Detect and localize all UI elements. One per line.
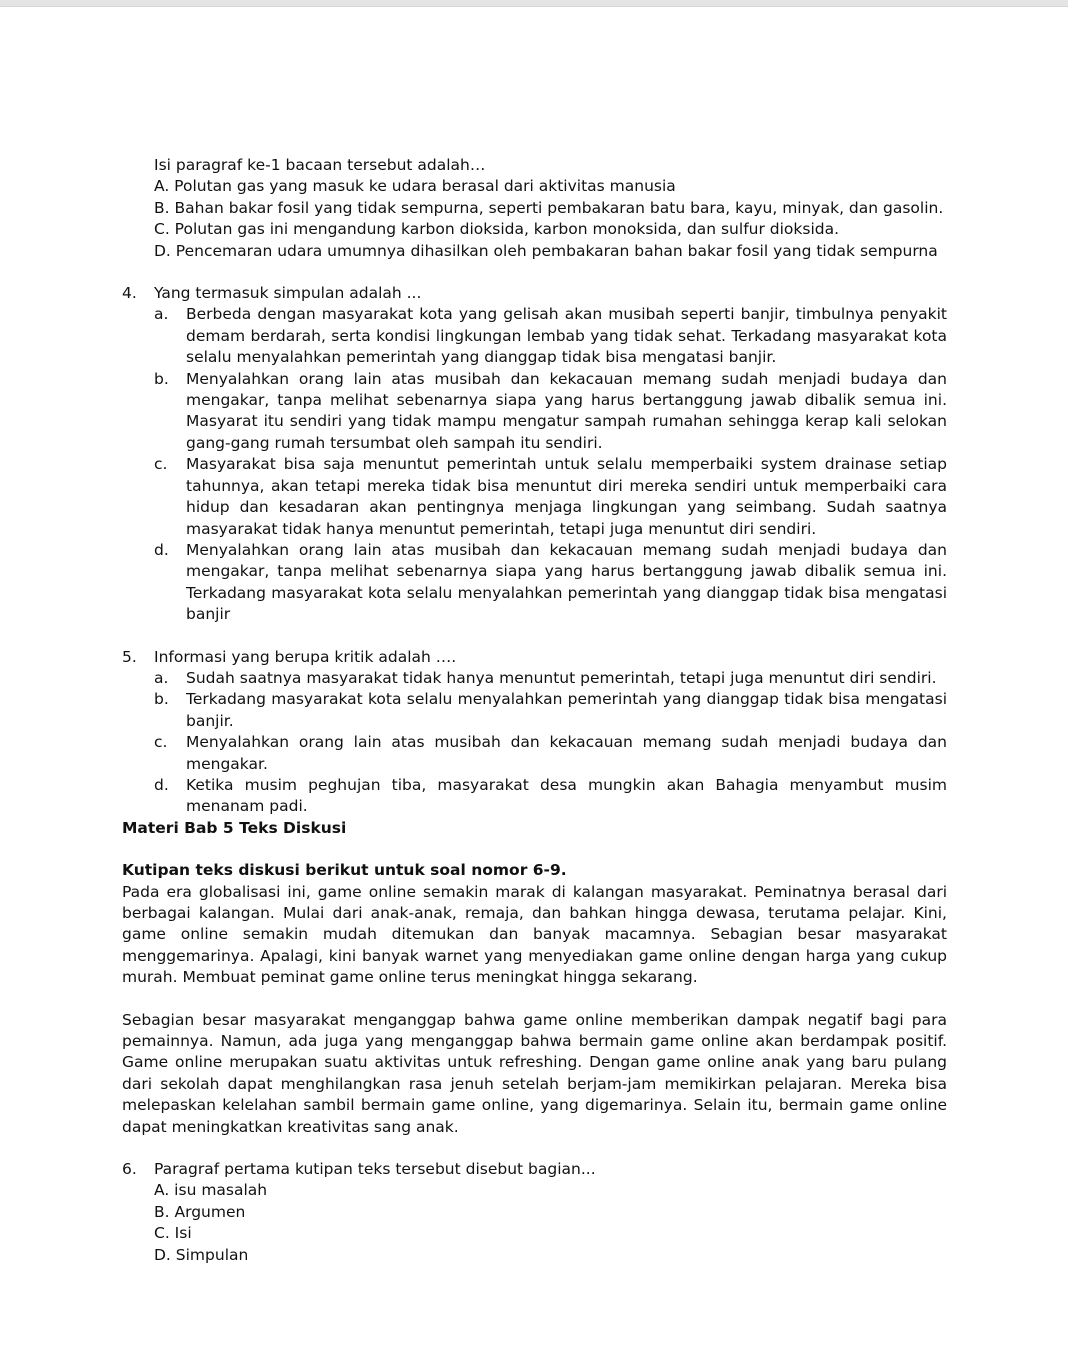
question-3-option-a: A. Polutan gas yang masuk ke udara berasal dari aktivitas manusia xyxy=(154,177,676,196)
question-5-prompt: Informasi yang berupa kritik adalah …. xyxy=(154,647,457,666)
question-6-option-a: A. isu masalah xyxy=(154,1181,268,1200)
option-letter: c. xyxy=(154,733,168,752)
question-4-option-a xyxy=(154,304,947,368)
question-5-option-b xyxy=(154,689,947,732)
option-text: Berbeda dengan masyarakat kota yang gelisah akan musibah seperti banjir, timbulnya penyakit demam berdarah, serta kondisi lingkungan lembab yang tidak sehat. Terkadang masyarakat kota selalu menyalahkan pemerintah yang dianggap tidak bisa mengatasi banjir. xyxy=(186,305,947,367)
excerpt-heading: Kutipan teks diskusi berikut untuk soal nomor 6-9. xyxy=(122,861,567,880)
option-text: Masyarakat bisa saja menuntut pemerintah untuk selalu memperbaiki system drainase setiap tahunnya, akan tetapi mereka tidak bisa menuntut diri mereka sendiri untuk memperbaiki cara hidup dan kesadaran akan pentingnya menjaga lingkungan yang seimbang. Sudah saatnya masyarakat tidak hanya menuntut pemerintah, tetapi juga menuntut diri sendiri. xyxy=(186,455,947,538)
option-text: Menyalahkan orang lain atas musibah dan kekacauan memang sudah menjadi budaya dan mengakar, tanpa melihat sebenarnya siapa yang harus bertanggung jawab dibalik semua ini. Masyarat itu sendiri yang tidak mampu mengatur sampah rumahan sehingga kerap kali selokan gang-gang rumah tersumbat oleh sampah itu sendiri. xyxy=(186,369,947,452)
question-4-option-c xyxy=(154,454,947,540)
question-5-number: 5. xyxy=(122,647,137,666)
excerpt-paragraph-2: Sebagian besar masyarakat menganggap bahwa game online memberikan dampak negatif bagi para pemainnya. Namun, ada juga yang menganggap bahwa bermain game online akan berdampak positif. Game online merupakan suatu aktivitas untuk refreshing. Dengan game online anak yang baru pulang dari sekolah dapat menghilangkan rasa jenuh setelah berjam-jam memikirkan pelajaran. Mereka bisa melepaskan kelelahan sambil bermain game online, yang digemarinya. Selain itu, bermain game online dapat meningkatkan kreativitas sang anak. xyxy=(122,1010,947,1136)
question-3-prompt: Isi paragraf ke-1 bacaan tersebut adalah… xyxy=(154,156,486,174)
option-text: Terkadang masyarakat kota selalu menyalahkan pemerintah yang dianggap tidak bisa mengatasi banjir. xyxy=(186,690,947,730)
question-3 xyxy=(122,155,947,262)
question-5-option-c xyxy=(154,732,947,775)
question-5-option-a xyxy=(154,668,947,689)
question-5 xyxy=(122,647,947,818)
question-4-option-b xyxy=(154,369,947,455)
option-letter: d. xyxy=(154,540,169,559)
question-3-option-b: B. Bahan bakar fosil yang tidak sempurna, seperti pembakaran batu bara, kayu, minyak, dan gasolin. xyxy=(154,198,944,217)
question-6 xyxy=(122,1159,947,1266)
question-4 xyxy=(122,283,947,626)
option-text: Sudah saatnya masyarakat tidak hanya menuntut pemerintah, tetapi juga menuntut diri sendiri. xyxy=(186,668,937,687)
option-letter: b. xyxy=(154,369,169,388)
question-6-option-b: B. Argumen xyxy=(154,1202,246,1221)
option-text: Menyalahkan orang lain atas musibah dan kekacauan memang sudah menjadi budaya dan mengakar, tanpa melihat sebenarnya siapa yang harus bertanggung jawab dibalik semua ini. Terkadang masyarakat kota selalu menyalahkan pemerintah yang dianggap tidak bisa mengatasi banjir xyxy=(186,540,947,624)
question-6-option-c: C. Isi xyxy=(154,1224,192,1243)
question-6-option-d: D. Simpulan xyxy=(154,1245,249,1264)
question-6-number: 6. xyxy=(122,1160,137,1179)
option-letter: b. xyxy=(154,690,169,709)
question-3-option-d: D. Pencemaran udara umumnya dihasilkan oleh pembakaran bahan bakar fosil yang tidak sempurna xyxy=(154,241,938,260)
option-letter: c. xyxy=(154,455,168,474)
option-text: Ketika musim peghujan tiba, masyarakat desa mungkin akan Bahagia menyambut musim menanam padi. xyxy=(186,775,947,816)
document-page xyxy=(122,155,947,1266)
question-6-prompt: Paragraf pertama kutipan teks tersebut disebut bagian... xyxy=(154,1160,596,1179)
question-4-option-d xyxy=(154,540,947,626)
question-5-option-d xyxy=(154,775,947,818)
option-text: Menyalahkan orang lain atas musibah dan kekacauan memang sudah menjadi budaya dan mengakar. xyxy=(186,733,947,773)
top-edge-bar xyxy=(0,0,1068,7)
question-3-option-c: C. Polutan gas ini mengandung karbon dioksida, karbon monoksida, dan sulfur dioksida. xyxy=(154,220,840,239)
option-letter: d. xyxy=(154,775,169,794)
question-4-number: 4. xyxy=(122,284,137,303)
option-letter: a. xyxy=(154,305,169,324)
excerpt-paragraph-1: Pada era globalisasi ini, game online semakin marak di kalangan masyarakat. Peminatnya berasal dari berbagai kalangan. Mulai dari anak-anak, remaja, dan bahkan hingga dewasa, terutama pelajar. Kini, game online semakin mudah ditemukan dan banyak macamnya. Sebagian besar masyarakat menggemarinya. Apalagi, kini banyak warnet yang menyediakan game online dengan harga yang cukup murah. Membuat peminat game online terus meningkat hingga sekarang. xyxy=(122,882,947,987)
option-letter: a. xyxy=(154,668,169,687)
section-title: Materi Bab 5 Teks Diskusi xyxy=(122,818,347,837)
question-4-prompt: Yang termasuk simpulan adalah ... xyxy=(154,284,422,303)
